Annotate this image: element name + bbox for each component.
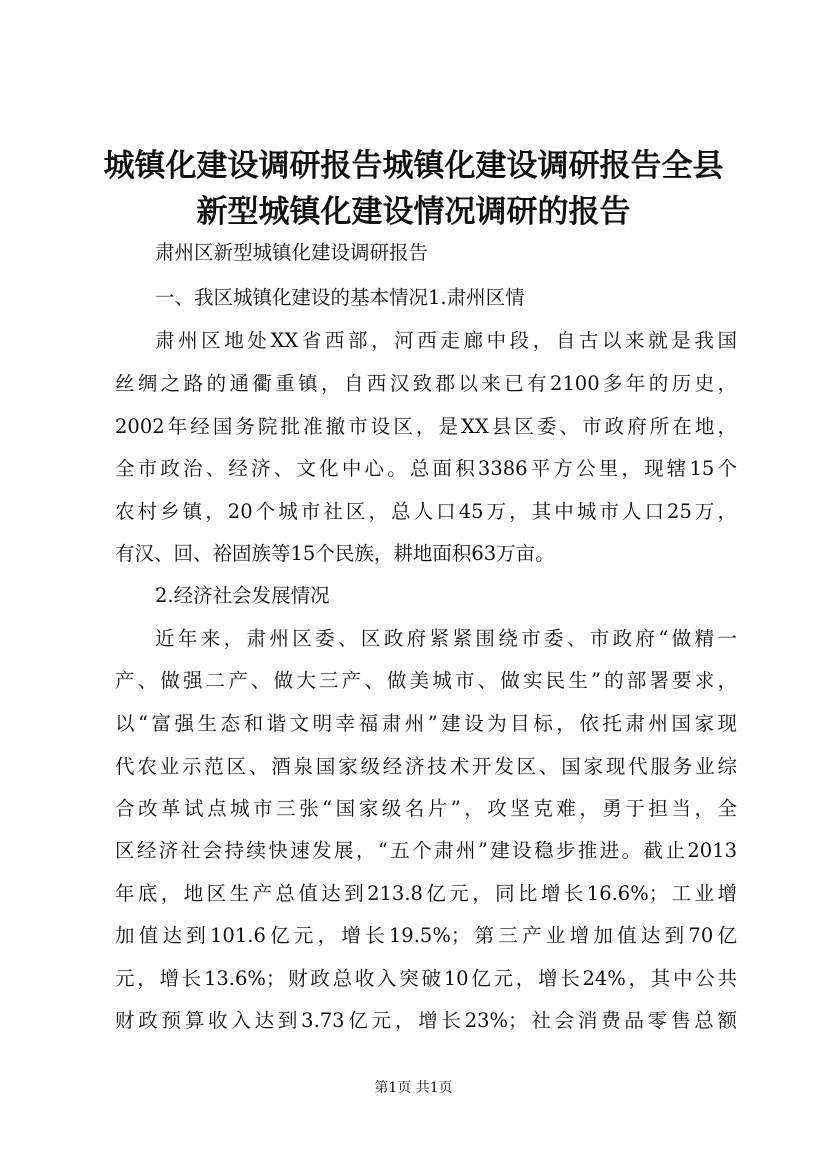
paragraph-2-line: 近年来，肃州区委、区政府紧紧围绕市委、市政府“做精一 [155, 627, 737, 650]
paragraph-1-line: 全市政治、经济、文化中心。总面积3386平方公里，现辖15个 [115, 457, 737, 480]
page-number-footer: 第1页 共1页 [374, 1080, 453, 1096]
section-1-heading: 一、我区城镇化建设的基本情况1.肃州区情 [155, 286, 525, 309]
section-2-heading: 2.经济社会发展情况 [155, 584, 330, 607]
document-title-line-2: 新型城镇化建设情况调研的报告 [196, 194, 631, 230]
paragraph-2-line: 财政预算收入达到3.73亿元，增长23%；社会消费品零售总额 [115, 1009, 737, 1032]
paragraph-2-line: 元，增长13.6%；财政总收入突破10亿元，增长24%，其中公共 [115, 967, 737, 990]
paragraph-2-line: 以“富强生态和谐文明幸福肃州”建设为目标，依托肃州国家现 [115, 712, 737, 735]
paragraph-2-line: 加值达到101.6亿元，增长19.5%；第三产业增加值达到70亿 [115, 924, 737, 947]
paragraph-1-line: 肃州区地处XX省西部，河西走廊中段，自古以来就是我国 [155, 329, 737, 352]
paragraph-2-line: 年底，地区生产总值达到213.8亿元，同比增长16.6%；工业增 [115, 882, 737, 905]
paragraph-1-line: 丝绸之路的通衢重镇，自西汉致郡以来已有2100多年的历史， [115, 372, 737, 395]
paragraph-2-line: 合改革试点城市三张“国家级名片”，攻坚克难，勇于担当，全 [115, 797, 737, 820]
subtitle: 肃州区新型城镇化建设调研报告 [155, 241, 429, 264]
document-title-line-1: 城镇化建设调研报告城镇化建设调研报告全县 [103, 148, 724, 184]
paragraph-1-line: 农村乡镇，20个城市社区，总人口45万，其中城市人口25万， [115, 500, 737, 523]
paragraph-1-line: 2002年经国务院批准撤市设区，是XX县区委、市政府所在地， [115, 415, 737, 438]
paragraph-2-line: 代农业示范区、酒泉国家级经济技术开发区、国家现代服务业综 [115, 755, 737, 778]
paragraph-1-line: 有汉、回、裕固族等15个民族，耕地面积63万亩。 [115, 542, 555, 565]
paragraph-2-line: 产、做强二产、做大三产、做美城市、做实民生”的部署要求， [115, 669, 737, 692]
paragraph-2-line: 区经济社会持续快速发展，“五个肃州”建设稳步推进。截止2013 [115, 839, 737, 862]
